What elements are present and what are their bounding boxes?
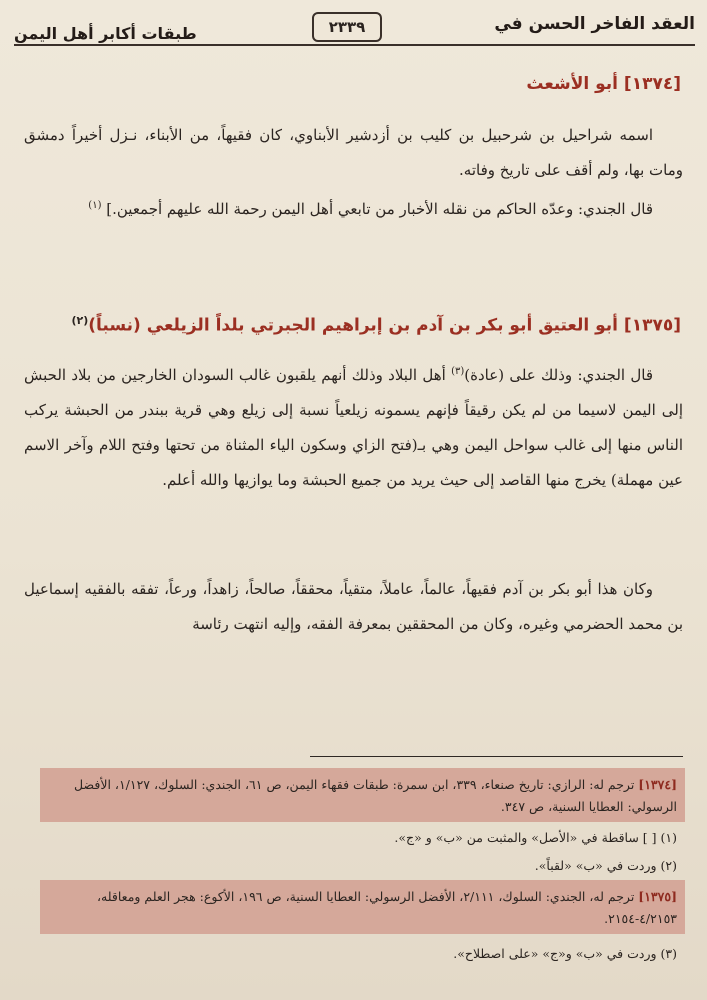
- footnote-ref: (٣): [451, 366, 465, 377]
- book-title: العقد الفاخر الحسن في: [494, 14, 695, 34]
- entry-name: أبو الأشعث: [526, 74, 618, 94]
- footnote-ref: (١): [88, 200, 102, 211]
- footnote-band-1375: [40, 880, 685, 934]
- entry-1375-paragraph-2: وكان هذا أبو بكر بن آدم فقيهاً، عالماً، عاملاً، متقياً، محققاً، صالحاً، زاهداً، ورعاً، تفقه بالفقيه إسماعيل بن محمد الحضرمي وغيره، وكان من المحققين بمعرفة الفقه، وإليه انتهت رئاسة: [24, 580, 683, 633]
- entry-1374-paragraph-1: اسمه شراحيل بن شرحبيل بن كليب بن أزدشير الأبناوي، كان فقيهاً، من الأبناء، نـزل أخيراً دمشق ومات بها، ولم أقف على تاريخ وفاته.: [24, 126, 683, 179]
- footnote-text: ترجم له، الجندي: السلوك، ٢/١١١، الأفضل الرسولي: العطايا السنية، ص ١٩٦، الأكوع: هجر العلم ومعاقله، ٤/٢١٥٣-٢١٥٤.: [97, 889, 677, 926]
- footnote-band-1374: [40, 768, 685, 822]
- paragraph-text: قال الجندي: وعدّه الحاكم من نقله الأخبار من تابعي أهل اليمن رحمة الله عليهم أجمعين.]: [106, 200, 653, 218]
- entry-title-1374: [526, 74, 681, 94]
- entry-title-1375: [72, 314, 682, 336]
- entry-1375-paragraph-1: [24, 354, 683, 498]
- entry-1374-paragraph-2: [24, 188, 683, 227]
- paragraph-text-rest: أهل البلاد وذلك أنهم يلقبون غالب السودان الخارجين من بلاد الحبش إلى اليمن لاسيما من لم يكن رقيقاً فإنهم يسمونه زيلعياً نسبة إلى زيلع وهي قرية ببندر من الحبشة يركب الناس منها إلى غالب سواحل اليمن وهي بـ(فتح الزاي وسكون الياء المثناة من تحتها وفتح اللام وآخر الاسم عين مهملة) يخرج منها القاصد إلى حيث يريد من جميع الحبشة وما يوازيها والله أعلم.: [24, 366, 683, 489]
- footnote-1: (١) [ ] ساقطة في «الأصل» والمثبت من «ب» و «ج».: [394, 830, 677, 845]
- entry-number: [١٣٧٤]: [623, 74, 681, 94]
- footnote-text: ترجم له: الرازي: تاريخ صنعاء، ٣٣٩، ابن سمرة: طبقات فقهاء اليمن، ص ٦١، الجندي: السلوك، ١/١٢٧، الأفضل الرسولي: العطايا السنية، ص ٣٤٧.: [74, 777, 677, 814]
- entry-name: أبو العتيق أبو بكر بن آدم بن إبراهيم الجبرتي بلداً الزيلعي (نسباً): [88, 315, 618, 336]
- footnote-entry-number: [١٣٧٥]: [638, 889, 677, 904]
- entry-number: [١٣٧٥]: [623, 315, 681, 336]
- footnote-2: (٢) وردت في «ب» «لقباً».: [534, 858, 677, 873]
- page-number: ٢٣٣٩: [312, 12, 382, 42]
- paragraph-text-start: قال الجندي: وذلك على (عادة): [464, 366, 653, 384]
- footnote-ref: (٢): [71, 314, 89, 327]
- footnote-entry-number: [١٣٧٤]: [638, 777, 677, 792]
- section-title: طبقات أكابر أهل اليمن: [14, 24, 197, 43]
- page-header: [14, 10, 695, 46]
- footnote-divider: [310, 756, 683, 757]
- footnote-3: (٣) وردت في «ب» و«ج» «على اصطلاح».: [453, 946, 677, 961]
